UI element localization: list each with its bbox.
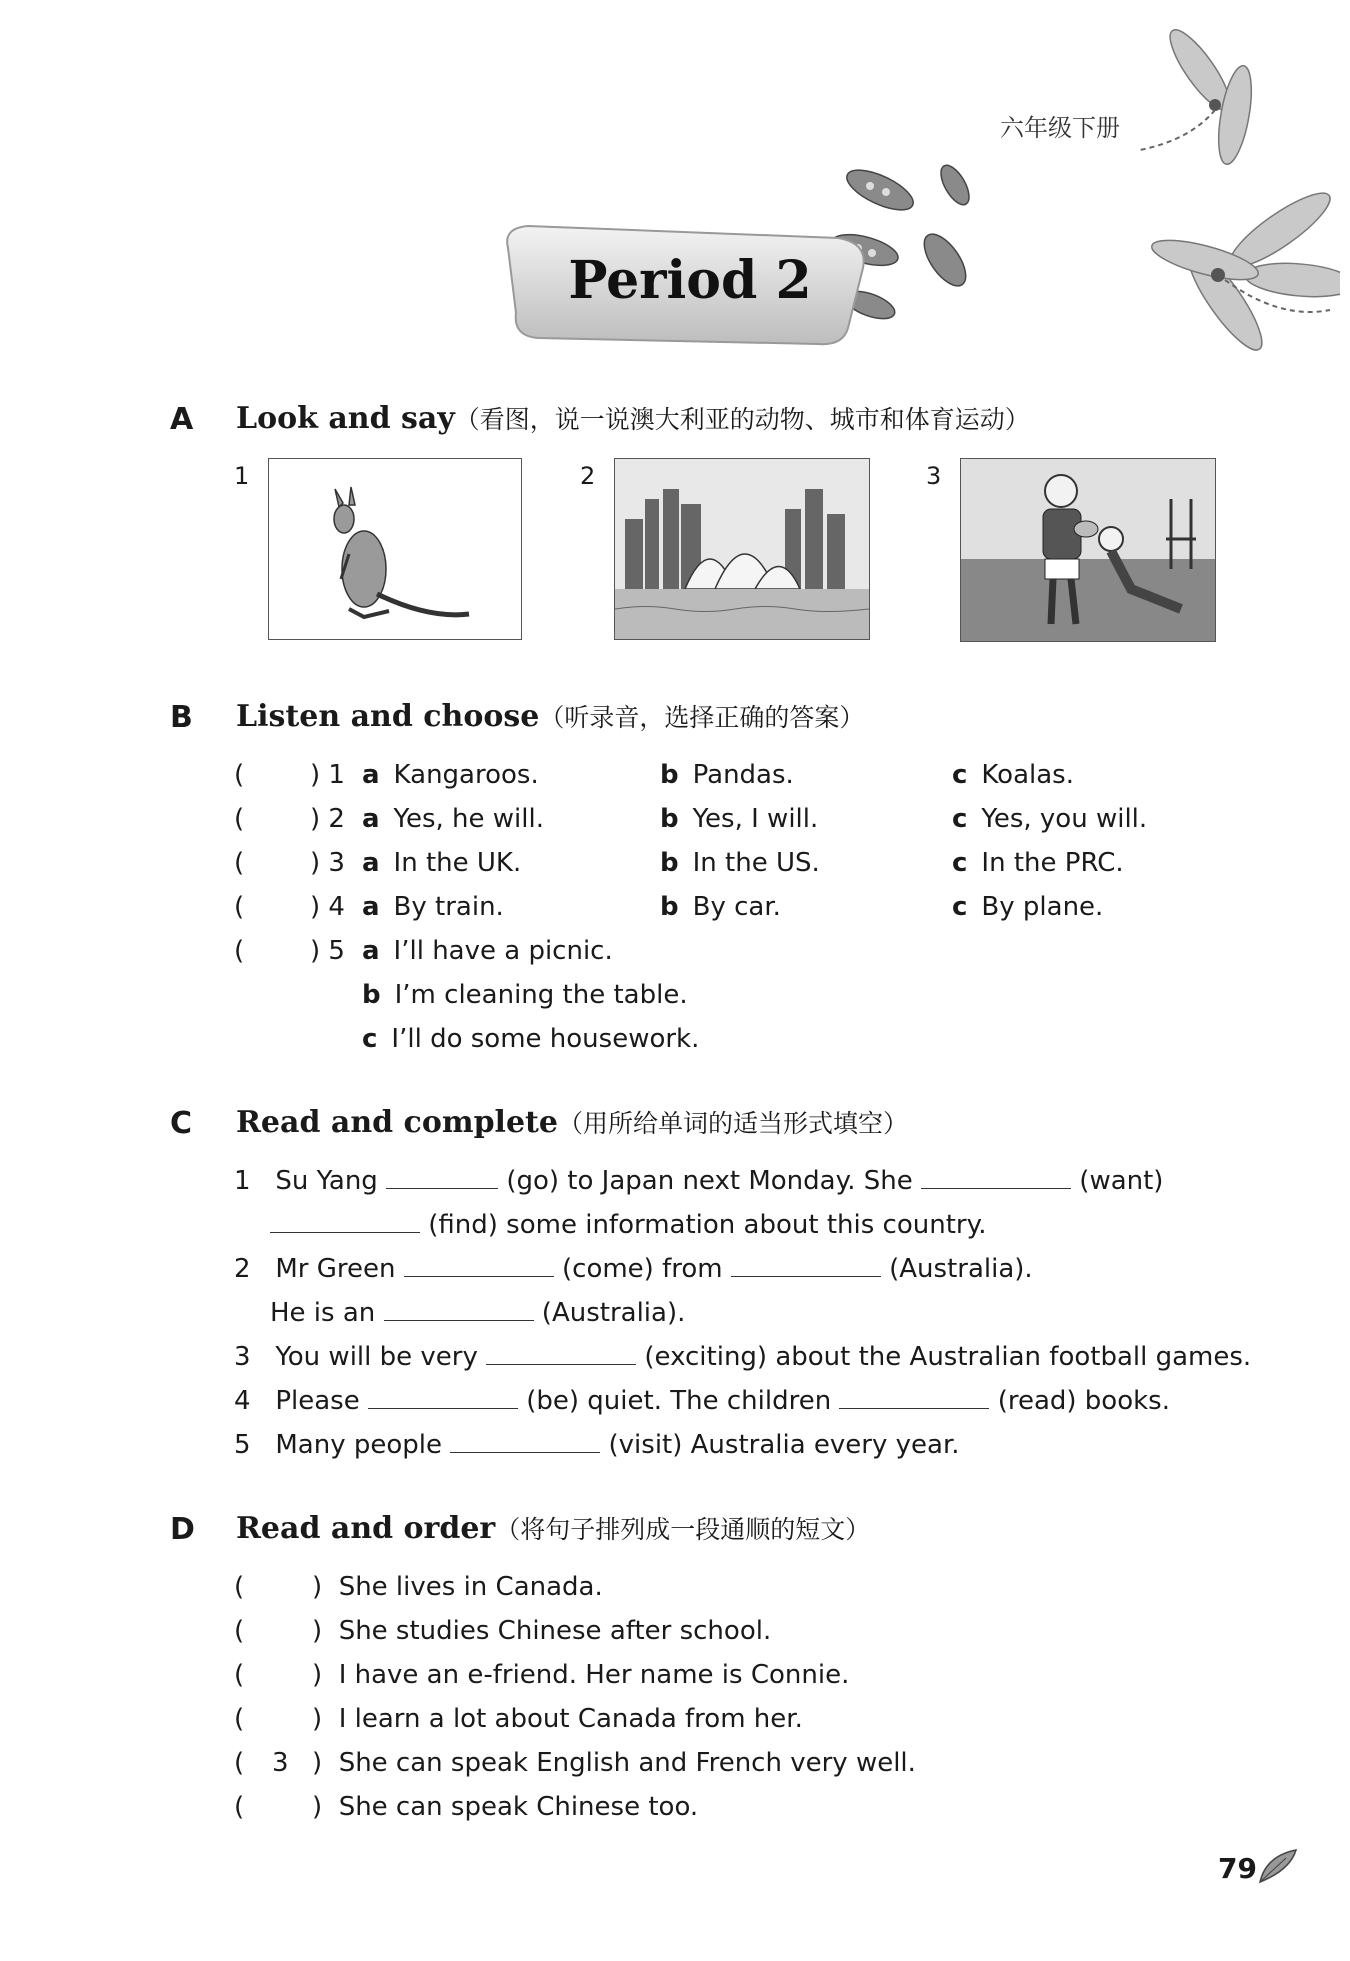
sentence-text: (read) books.	[997, 1386, 1170, 1416]
bracket-open: (	[234, 1572, 245, 1602]
bracket-close: )	[312, 1704, 323, 1734]
order-text: She can speak Chinese too.	[338, 1792, 699, 1822]
answer-bracket-open: (	[234, 892, 245, 922]
section-a-subtitle: （看图，说一说澳大利亚的动物、城市和体育运动）	[454, 405, 1030, 434]
bracket-close: )	[312, 1792, 323, 1822]
sentence-5	[234, 1430, 960, 1460]
order-item	[234, 1704, 244, 1734]
option-text: Yes, I will.	[692, 804, 819, 834]
question-number: ) 2	[310, 804, 345, 834]
section-c-letter: C	[170, 1106, 193, 1141]
bracket-close: )	[312, 1616, 323, 1646]
option-a	[362, 760, 539, 790]
sentence-2	[234, 1254, 1033, 1284]
section-a-title	[236, 400, 1030, 436]
option-label: a	[362, 848, 380, 878]
order-sentence	[312, 1616, 771, 1646]
sentence-text: Mr Green	[275, 1254, 396, 1284]
period-title: Period 2	[568, 250, 812, 311]
sentence-text: (find) some information about this country.	[428, 1210, 987, 1240]
section-b-title	[236, 698, 864, 734]
answer-blank[interactable]	[368, 1386, 518, 1409]
option-text: Koalas.	[981, 760, 1074, 790]
order-sentence	[312, 1660, 849, 1690]
question-number: ) 4	[310, 892, 345, 922]
sentence-number: 1	[234, 1166, 251, 1196]
order-item	[234, 1748, 244, 1778]
option-text: Pandas.	[692, 760, 794, 790]
sentence-text: (Australia).	[541, 1298, 686, 1328]
option-b	[660, 760, 794, 790]
option-b	[660, 848, 820, 878]
section-c-title	[236, 1104, 908, 1140]
option-label: c	[952, 804, 968, 834]
sentence-text: (be) quiet. The children	[526, 1386, 832, 1416]
option-text: I’ll have a picnic.	[393, 936, 613, 966]
option-text: By plane.	[981, 892, 1104, 922]
bracket-open: (	[234, 1704, 245, 1734]
order-text: I learn a lot about Canada from her.	[338, 1704, 803, 1734]
sentence-text: (exciting) about the Australian football games.	[644, 1342, 1252, 1372]
option-b	[362, 980, 688, 1010]
answer-blank[interactable]	[384, 1298, 534, 1321]
section-c-heading: Read and complete	[236, 1105, 558, 1140]
section-d-title	[236, 1510, 870, 1546]
answer-blank[interactable]	[486, 1342, 636, 1365]
option-b	[660, 892, 781, 922]
bracket-open: (	[234, 1748, 245, 1778]
option-label: a	[362, 804, 380, 834]
option-c	[952, 892, 1103, 922]
section-b-letter: B	[170, 700, 193, 735]
bracket-open: (	[234, 1792, 245, 1822]
sentence-2-cont	[270, 1298, 685, 1328]
bracket-open: (	[234, 1660, 245, 1690]
option-text: In the US.	[692, 848, 820, 878]
order-text: She can speak English and French very well.	[338, 1748, 916, 1778]
dragonfly-decoration	[1130, 20, 1340, 380]
sentence-number: 2	[234, 1254, 251, 1284]
answer-bracket-open: (	[234, 848, 245, 878]
rugby-players-image	[960, 458, 1216, 642]
option-label: c	[952, 760, 968, 790]
option-text: I’m cleaning the table.	[394, 980, 688, 1010]
sentence-4	[234, 1386, 1170, 1416]
option-text: In the UK.	[393, 848, 522, 878]
option-label: b	[362, 980, 381, 1010]
option-label: b	[660, 848, 679, 878]
question-number: ) 1	[310, 760, 345, 790]
order-text: She lives in Canada.	[338, 1572, 603, 1602]
option-label: b	[660, 760, 679, 790]
bracket-close: )	[312, 1660, 323, 1690]
sentence-text: You will be very	[275, 1342, 478, 1372]
answer-blank[interactable]	[270, 1210, 420, 1233]
leaf-icon	[1256, 1846, 1302, 1886]
option-c	[952, 760, 1074, 790]
sentence-number: 3	[234, 1342, 251, 1372]
sentence-number: 4	[234, 1386, 251, 1416]
option-text: I’ll do some housework.	[391, 1024, 700, 1054]
page-number: 79	[1218, 1852, 1257, 1885]
answer-bracket-open: (	[234, 804, 245, 834]
option-c	[952, 804, 1147, 834]
option-label: a	[362, 760, 380, 790]
answer-blank[interactable]	[386, 1166, 498, 1189]
option-label: a	[362, 892, 380, 922]
kangaroo-image	[268, 458, 522, 640]
section-a-heading: Look and say	[236, 401, 455, 436]
section-a-letter: A	[170, 402, 194, 437]
option-label: a	[362, 936, 380, 966]
sentence-text: Please	[275, 1386, 360, 1416]
option-text: Yes, you will.	[981, 804, 1148, 834]
option-b	[660, 804, 818, 834]
option-text: In the PRC.	[981, 848, 1124, 878]
answer-blank[interactable]	[921, 1166, 1071, 1189]
order-sentence	[312, 1748, 916, 1778]
grade-label: 六年级下册	[1000, 114, 1120, 142]
sentence-text: (come) from	[562, 1254, 723, 1284]
option-text: Yes, he will.	[393, 804, 544, 834]
order-sentence	[312, 1792, 698, 1822]
sentence-3	[234, 1342, 1251, 1372]
order-answer[interactable]: 3	[272, 1748, 289, 1778]
sentence-1	[234, 1166, 1163, 1196]
option-a	[362, 848, 521, 878]
answer-bracket-open: (	[234, 936, 245, 966]
sydney-opera-house-image	[614, 458, 870, 640]
option-text: By train.	[393, 892, 504, 922]
sentence-number: 5	[234, 1430, 251, 1460]
option-a	[362, 936, 613, 966]
order-item	[234, 1616, 244, 1646]
sentence-text: Su Yang	[275, 1166, 378, 1196]
answer-blank[interactable]	[839, 1386, 989, 1409]
section-c-subtitle: （用所给单词的适当形式填空）	[557, 1109, 908, 1138]
section-d-heading: Read and order	[236, 1511, 496, 1546]
answer-blank[interactable]	[731, 1254, 881, 1277]
option-label: c	[952, 848, 968, 878]
order-sentence	[312, 1704, 803, 1734]
answer-blank[interactable]	[450, 1430, 600, 1453]
order-sentence	[312, 1572, 603, 1602]
sentence-text: (want)	[1079, 1166, 1164, 1196]
option-label: b	[660, 892, 679, 922]
order-text: She studies Chinese after school.	[338, 1616, 772, 1646]
order-item	[234, 1572, 244, 1602]
section-d-subtitle: （将句子排列成一段通顺的短文）	[495, 1515, 871, 1544]
bracket-open: (	[234, 1616, 245, 1646]
order-item	[234, 1792, 244, 1822]
option-text: By car.	[692, 892, 781, 922]
sentence-text: (Australia).	[889, 1254, 1033, 1284]
picture-number: 2	[580, 462, 596, 490]
option-a	[362, 804, 544, 834]
question-number: ) 3	[310, 848, 345, 878]
bracket-close: )	[312, 1572, 323, 1602]
option-label: b	[660, 804, 679, 834]
answer-bracket-open: (	[234, 760, 245, 790]
sentence-text: (go) to Japan next Monday. She	[506, 1166, 913, 1196]
sentence-1-cont	[270, 1210, 987, 1240]
answer-blank[interactable]	[404, 1254, 554, 1277]
section-d-letter: D	[170, 1512, 195, 1547]
option-a	[362, 892, 504, 922]
option-text: Kangaroos.	[393, 760, 539, 790]
option-c	[362, 1024, 699, 1054]
sentence-text: Many people	[275, 1430, 442, 1460]
bracket-close: )	[312, 1748, 323, 1778]
picture-number: 1	[234, 462, 250, 490]
option-label: c	[952, 892, 968, 922]
option-c	[952, 848, 1124, 878]
section-b-heading: Listen and choose	[236, 699, 540, 734]
question-number: ) 5	[310, 936, 345, 966]
order-item	[234, 1660, 244, 1690]
order-text: I have an e-friend. Her name is Connie.	[338, 1660, 850, 1690]
sentence-text: (visit) Australia every year.	[608, 1430, 960, 1460]
sentence-text: He is an	[270, 1298, 376, 1328]
section-b-subtitle: （听录音，选择正确的答案）	[539, 703, 865, 732]
option-label: c	[362, 1024, 378, 1054]
picture-number: 3	[926, 462, 942, 490]
